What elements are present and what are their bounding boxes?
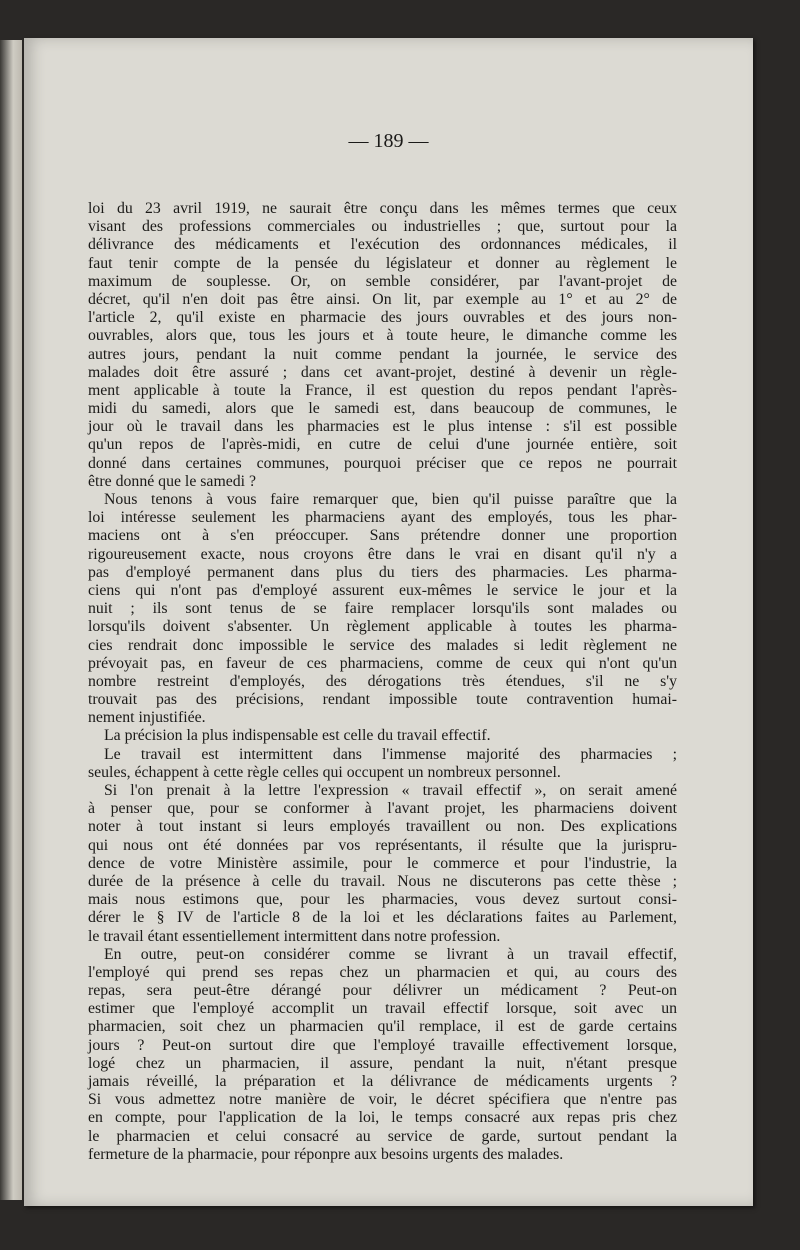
text-line: jamais réveillé, la préparation et la délivrance de médicaments urgents ?	[88, 1073, 677, 1090]
text-line: ouvrables, alors que, tous les jours et à toute heure, le dimanche comme les	[88, 327, 677, 345]
text-line: à penser que, pour se conformer à l'avant projet, les pharmaciens doivent	[88, 800, 677, 818]
book-page	[24, 38, 753, 1206]
text-line: le travail étant essentiellement intermittent dans notre profession.	[88, 927, 501, 945]
text-line: Le travail est intermittent dans l'immense majorité des pharmacies ;	[104, 745, 677, 763]
text-line: dérer le § IV de l'article 8 de la loi et les déclarations faites au Parlement,	[88, 909, 677, 927]
text-line: jours ? Peut-on surtout dire que l'employé travaille effectivement lorsque,	[88, 1036, 677, 1054]
text-line: en compte, pour l'application de la loi, le temps consacré aux repas pris chez	[88, 1109, 677, 1127]
text-line: ment applicable à toute la France, il est question du repos pendant l'après-	[88, 381, 677, 399]
text-line: qu'un repos de l'après-midi, en cutre de celui d'une journée entière, soit	[88, 436, 677, 454]
text-line: qui nous ont été données par vos représentants, il résulte que la jurispru-	[88, 836, 677, 854]
text-line: malades doit être assuré ; dans cet avant-projet, destiné à devenir un règle-	[88, 363, 677, 381]
text-line: être donné que le samedi ?	[88, 472, 256, 490]
text-line: jour où le travail dans les pharmacies est le plus intense : s'il est possible	[88, 418, 677, 436]
text-line: midi du samedi, alors que le samedi est, dans beaucoup de communes, le	[88, 400, 677, 418]
text-line: logé chez un pharmacien, il assure, pendant la nuit, n'étant presque	[88, 1054, 677, 1072]
text-line: maciens ont à s'en préoccuper. Sans prétendre donner une proportion	[88, 527, 677, 545]
text-line: La précision la plus indispensable est celle du travail effectif.	[104, 727, 491, 745]
text-line: délivrance des médicaments et l'exécution des ordonnances médicales, il	[88, 236, 677, 254]
text-line: faut tenir compte de la pensée du législateur et donner au règlement le	[88, 254, 677, 272]
text-line: En outre, peut-on considérer comme se livrant à un travail effectif,	[104, 945, 677, 963]
previous-page-edge	[0, 40, 22, 1200]
text-line: donné dans certaines communes, pourquoi préciser que ce repos ne pourrait	[88, 454, 677, 472]
text-line: le pharmacien et celui consacré au service de garde, surtout pendant la	[88, 1127, 677, 1145]
text-line: l'article 2, qu'il existe en pharmacie des jours ouvrables et des jours non-	[88, 309, 677, 327]
text-line: durée de la présence à celle du travail. Nous ne discuterons pas cette thèse ;	[88, 872, 677, 890]
text-line: trouvait pas des précisions, rendant impossible toute contravention humai-	[88, 691, 677, 709]
text-line: décret, qu'il n'en doit pas être ainsi. On lit, par exemple au 1° et au 2° de	[88, 290, 677, 308]
text-line: pas d'employé permanent dans plus du tiers des pharmacies. Les pharma-	[88, 563, 677, 581]
text-line: cies rendrait donc impossible le service des malades si ledit règlement ne	[88, 636, 677, 654]
text-line: repas, sera peut-être dérangé pour délivrer un médicament ? Peut-on	[88, 982, 677, 1000]
text-line: seules, échappent à cette règle celles qui occupent un nombreux personnel.	[88, 763, 561, 781]
text-line: dence de votre Ministère assimile, pour le commerce et pour l'industrie, la	[88, 854, 677, 872]
text-line: autres jours, pendant la nuit comme pendant la journée, le service des	[88, 345, 677, 363]
text-line: lorsqu'ils doivent s'absenter. Un règlement applicable à toutes les pharma-	[88, 618, 677, 636]
text-line: l'employé qui prend ses repas chez un pharmacien et qui, au cours des	[88, 963, 677, 981]
text-line: Si l'on prenait à la lettre l'expression « travail effectif », on serait amené	[104, 782, 677, 799]
text-line: maximum de souplesse. Or, on semble considérer, par l'avant-projet de	[88, 272, 677, 290]
text-line: nuit ; ils sont tenus de se faire remplacer lorsqu'ils sont malades ou	[88, 600, 677, 618]
text-line: prévoyait pas, en faveur de ces pharmaciens, comme de ceux qui n'ont qu'un	[88, 654, 677, 672]
text-line: Nous tenons à vous faire remarquer que, bien qu'il puisse paraître que la	[104, 491, 677, 508]
text-line: nombre restreint d'employés, des dérogations très étendues, s'il ne s'y	[88, 672, 677, 690]
text-line: visant des professions commerciales ou industrielles ; que, surtout pour la	[88, 218, 677, 236]
page-number: — 189 —	[348, 130, 429, 152]
text-line: pharmacien, soit chez un pharmacien qu'il remplace, il est de garde certains	[88, 1018, 677, 1036]
text-line: nement injustifiée.	[88, 709, 206, 727]
text-line: loi intéresse seulement les pharmaciens ayant des employés, tous les phar-	[88, 509, 677, 527]
text-line: mais nous estimons que, pour les pharmacies, vous devez surtout consi-	[88, 891, 677, 909]
body-text	[88, 200, 677, 1164]
text-line: estimer que l'employé accomplit un travail effectif lorsque, soit avec un	[88, 1000, 677, 1018]
text-line: loi du 23 avril 1919, ne saurait être conçu dans les mêmes termes que ceux	[88, 200, 677, 217]
text-line: fermeture de la pharmacie, pour réponpre aux besoins urgents des malades.	[88, 1145, 564, 1163]
text-line: rigoureusement exacte, nous croyons être dans le vrai en disant qu'il n'y a	[88, 545, 677, 563]
text-line: ciens qui n'ont pas d'employé assurent eux-mêmes le service le jour et la	[88, 581, 677, 599]
text-line: noter à tout instant si leurs employés travaillent ou non. Des explications	[88, 818, 677, 836]
text-line: Si vous admettez notre manière de voir, le décret spécifiera que n'entre pas	[88, 1091, 677, 1109]
